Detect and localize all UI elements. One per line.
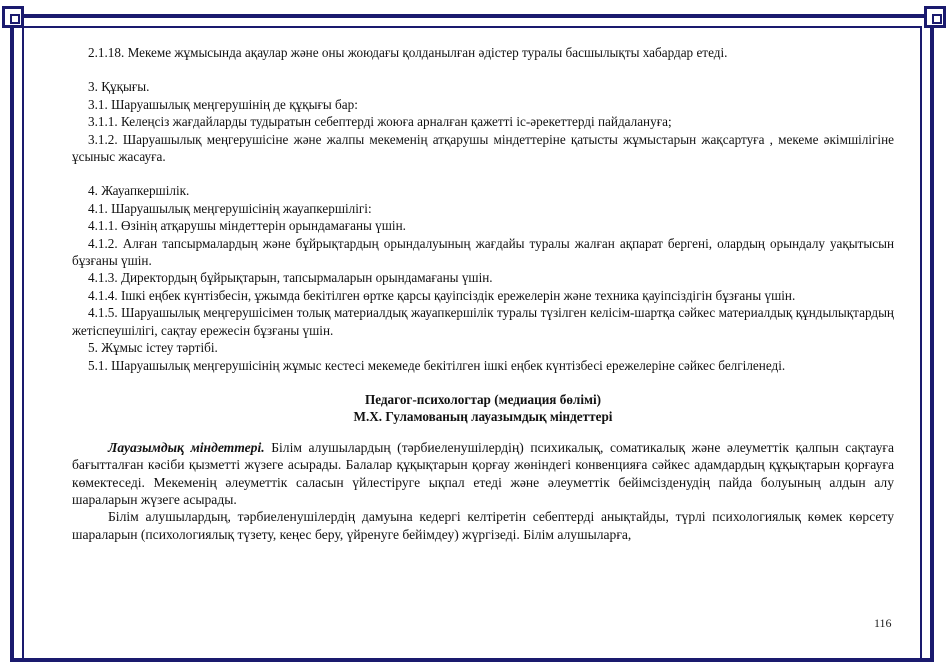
paragraph-2-1-18: 2.1.18. Мекеме жұмысында ақаулар және оны жоюдағы қолданылған әдістер туралы басшылықты хабардар етеді. xyxy=(88,45,728,60)
section-title-responsibility: 4. Жауапкершілік. xyxy=(88,183,190,199)
document-body xyxy=(72,44,894,543)
paragraph-3-1-1: 3.1.1. Келеңсіз жағдайларды тудыратын себептерді жоюға арналған қажетті іс-әрекеттерді пайдалануға; xyxy=(88,114,672,130)
paragraph-4-1-1: 4.1.1. Өзінің атқарушы міндеттерін орындамағаны үшін. xyxy=(88,218,406,234)
paragraph-4-1-2: 4.1.2. Алған тапсырмалардың және бұйрықтардың орындалуының жағдайы туралы жалған ақпарат бергені, олардың орындалу уақытысын бұзғаны үшін. xyxy=(72,235,894,269)
heading-line-1: Педагог-психологтар (медиация бөлімі) xyxy=(364,391,602,407)
duties-paragraph-2: Білім алушылардың, тәрбиеленушілердің дамуына кедергі келтіретін себептерді анықтайды, түрлі психологиялық көмек көрсету шараларын (психологиялық түзету, кеңес беру, үйренуге бейімдеу) жүргізеді. Білім алушыларға, xyxy=(72,509,894,542)
section-title-rights: 3. Құқығы. xyxy=(88,79,150,95)
paragraph-4-1-5: 4.1.5. Шаруашылық меңгерушісімен толық материалдық жауапкершілік туралы түзілген келісім-шартқа сәйкес материалдық құндылықтардың жетіспеушілігі, сақтау ережесін бұзғаны үшін. xyxy=(72,305,894,338)
paragraph-5-1: 5.1. Шаруашылық меңгерушісінің жұмыс кестесі мекемеде бекітілген ішкі еңбек күнтізбесі ережелеріне сәйкес белгіленеді. xyxy=(88,357,786,373)
duties-paragraph-1-text: Білім алушылардың (тәрбиеленушілердің) психикалық, соматикалық және әлеуметтік қалпын сақтауға бағытталған кәсіби қызметті жүзеге асырады. Балалар құқықтарын қорғау жөніндегі конвенцияға сәйкес адамдардың құқықтарын қорғауға көмектеседі. Мекеменің әлеуметтік саласын үйлестіруге ықпал етеді және әлеуметтік бейімсізденудің пайда болуының алдын алу шараларын жүзеге асырады. xyxy=(72,439,894,507)
paragraph-3-1: 3.1. Шаруашылық меңгерушінің де құқығы бар: xyxy=(88,96,358,112)
paragraph-4-1-4: 4.1.4. Ішкі еңбек күнтізбесін, ұжымда бекітілген өртке қарсы қауіпсіздік ережелерін және техника қауіпсіздігін бұзғаны үшін. xyxy=(88,287,796,303)
duties-lead-term: Лауазымдық міндеттері. xyxy=(108,439,265,455)
duties-paragraph-1 xyxy=(72,439,894,509)
corner-ornament-top-left xyxy=(2,6,24,28)
corner-ornament-top-right xyxy=(924,6,946,28)
paragraph-4-1: 4.1. Шаруашылық меңгерушісінің жауапкершілігі: xyxy=(88,200,372,216)
section-title-work-schedule: 5. Жұмыс істеу тәртібі. xyxy=(88,340,218,356)
paragraph-3-1-2: 3.1.2. Шаруашылық меңгерушісіне және жалпы мекеменің атқарушы міндеттеріне қатысты жұмыстарын жақсартуға , мекеме әкімшілігіне ұсыныс жасауға. xyxy=(72,131,894,165)
page-number: 116 xyxy=(874,616,892,630)
heading-line-2: М.Х. Гуламованың лауазымдық міндеттері xyxy=(353,409,613,425)
paragraph-4-1-3: 4.1.3. Директордың бұйрықтарын, тапсырмаларын орындамағаны үшін. xyxy=(88,270,493,286)
